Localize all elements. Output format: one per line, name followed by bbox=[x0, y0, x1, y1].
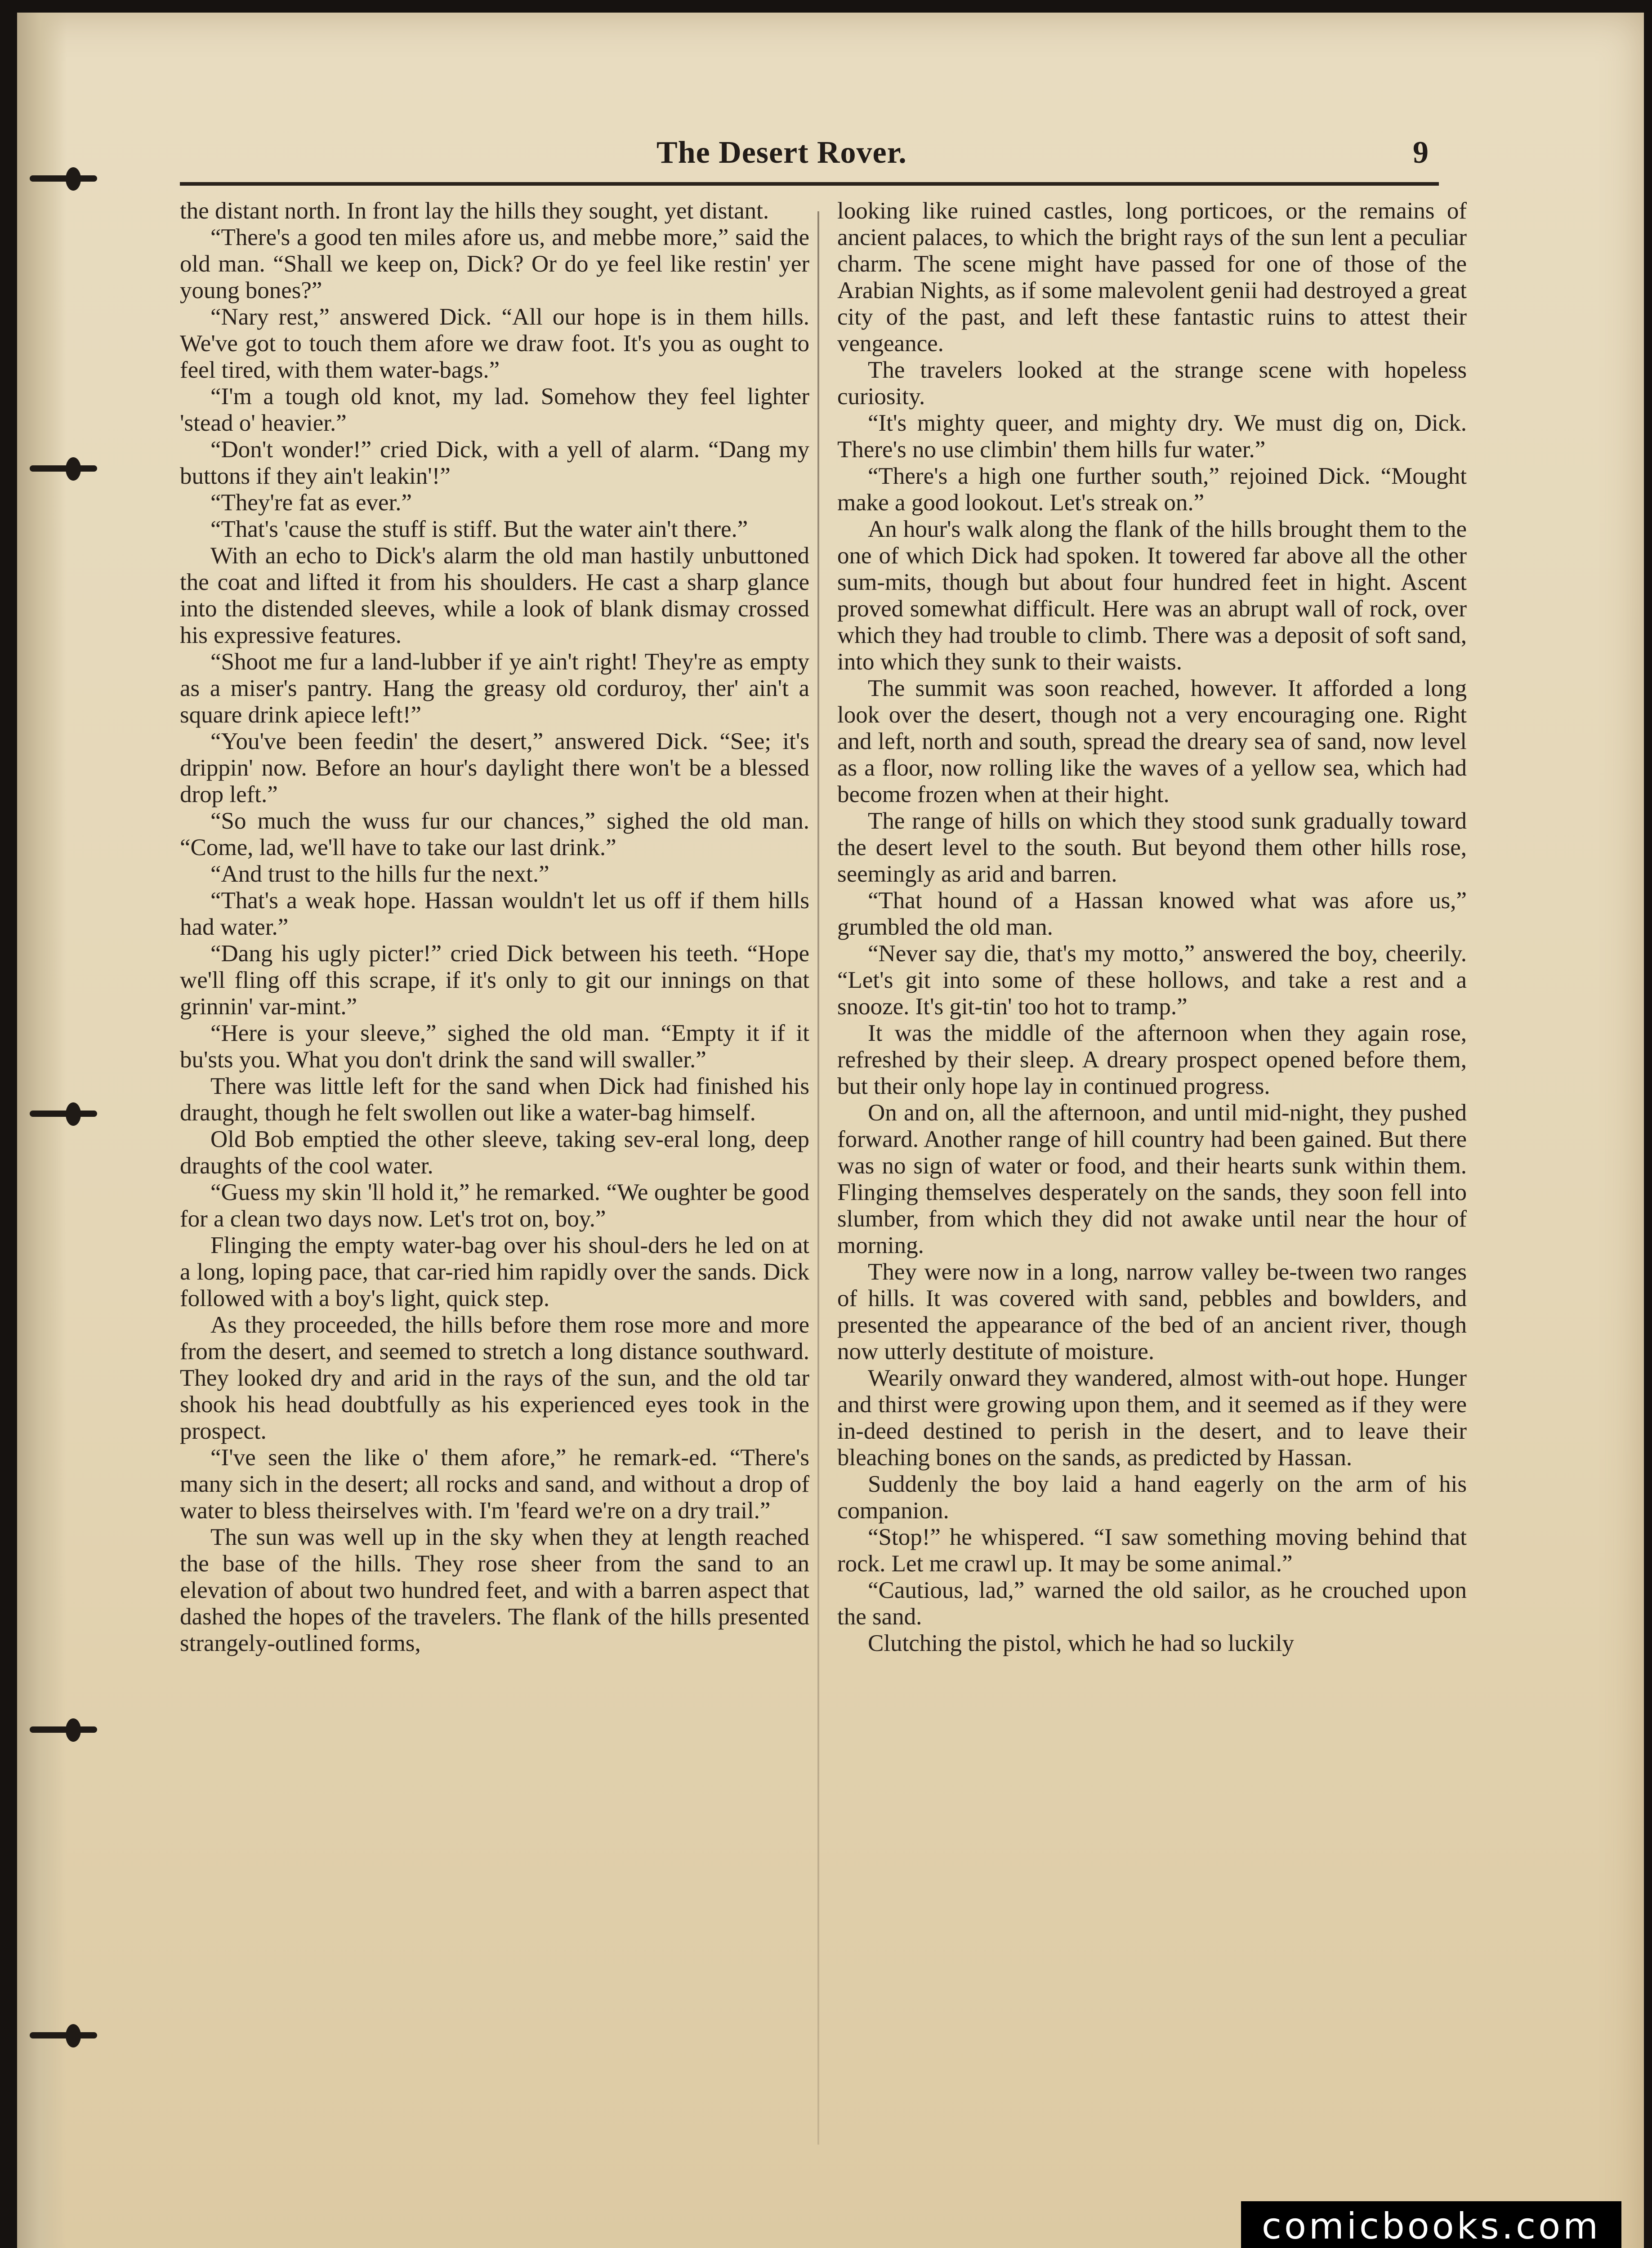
paragraph: “Shoot me fur a land-lubber if ye ain't right! They're as empty as a miser's pantry. Hang the greasy old corduroy, ther' ain't a square drink apiece left!” bbox=[180, 649, 809, 728]
paragraph: An hour's walk along the flank of the hills brought them to the one of which Dick had spoken. It towered far above all the other sum-mits, though but about four hundred feet in hight. Ascent proved somewhat difficult. Here was an abrupt wall of rock, over which they had trouble to climb. There was a deposit of soft sand, into which they sunk to their waists. bbox=[837, 516, 1467, 675]
paragraph: “There's a good ten miles afore us, and mebbe more,” said the old man. “Shall we keep on, Dick? Or do ye feel like restin' yer young bones?” bbox=[180, 224, 809, 303]
paragraph: “I've seen the like o' them afore,” he remark-ed. “There's many sich in the desert; all rocks and sand, and without a drop of water to bless theirselves with. I'm 'feard we're on a dry trail.” bbox=[180, 1445, 809, 1524]
paragraph: The sun was well up in the sky when they at length reached the base of the hills. They rose sheer from the sand to an elevation of about two hundred feet, and with a barren aspect that dashed the hopes of the travelers. The flank of the hills presented strangely-outlined forms, bbox=[180, 1524, 809, 1656]
paragraph: “Never say die, that's my motto,” answered the boy, cheerily. “Let's git into some of these hollows, and take a rest and a snooze. It's git-tin' too hot to tramp.” bbox=[837, 941, 1467, 1020]
paragraph: As they proceeded, the hills before them rose more and more from the desert, and seemed to stretch a long distance southward. They looked dry and arid in the rays of the sun, and the old tar shook his head doubtfully as his experienced eyes took in the prospect. bbox=[180, 1312, 809, 1444]
paragraph: “So much the wuss fur our chances,” sighed the old man. “Come, lad, we'll have to take our last drink.” bbox=[180, 808, 809, 861]
header-rule bbox=[180, 182, 1439, 186]
paragraph: Flinging the empty water-bag over his shoul-ders he led on at a long, loping pace, that car-ried him rapidly over the sands. Dick followed with a boy's light, quick step. bbox=[180, 1232, 809, 1311]
paragraph: There was little left for the sand when Dick had finished his draught, though he felt swollen out like a water-bag himself. bbox=[180, 1073, 809, 1126]
page-number: 9 bbox=[1413, 135, 1429, 170]
paragraph: Suddenly the boy laid a hand eagerly on the arm of his companion. bbox=[837, 1471, 1467, 1524]
right-column bbox=[837, 198, 1467, 2158]
binding-stitch bbox=[30, 1101, 97, 1128]
paragraph: “That hound of a Hassan knowed what was afore us,” grumbled the old man. bbox=[837, 888, 1467, 940]
column-gutter bbox=[817, 211, 819, 2145]
paragraph: “Here is your sleeve,” sighed the old man. “Empty it if it bu'sts you. What you don't drink the sand will swaller.” bbox=[180, 1020, 809, 1073]
paragraph: On and on, all the afternoon, and until mid-night, they pushed forward. Another range of hill country had been gained. But there was no sign of water or food, and their hearts sunk within them. Flinging themselves desperately on the sands, they soon fell into slumber, from which they did not awake until near the hour of morning. bbox=[837, 1100, 1467, 1258]
paragraph: The range of hills on which they stood sunk gradually toward the desert level to the south. But beyond them other hills rose, seemingly as arid and barren. bbox=[837, 808, 1467, 887]
paragraph: It was the middle of the afternoon when they again rose, refreshed by their sleep. A dreary prospect opened before them, but their only hope lay in continued progress. bbox=[837, 1020, 1467, 1099]
binding-stitch bbox=[30, 165, 97, 192]
running-header bbox=[180, 135, 1439, 189]
left-column bbox=[180, 198, 809, 2158]
paragraph: “You've been feedin' the desert,” answered Dick. “See; it's drippin' now. Before an hour's daylight there won't be a blessed drop left.” bbox=[180, 728, 809, 807]
paragraph: “That's 'cause the stuff is stiff. But the water ain't there.” bbox=[210, 516, 748, 542]
paragraph: “Dang his ugly picter!” cried Dick between his teeth. “Hope we'll fling off this scrape, if it's only to git our innings on that grinnin' var-mint.” bbox=[180, 941, 809, 1020]
paragraph: Clutching the pistol, which he had so luckily bbox=[868, 1630, 1294, 1656]
paragraph: “It's mighty queer, and mighty dry. We must dig on, Dick. There's no use climbin' them hills fur water.” bbox=[837, 410, 1467, 463]
source-watermark: comicbooks.com bbox=[1241, 2201, 1621, 2248]
paragraph: “That's a weak hope. Hassan wouldn't let us off if them hills had water.” bbox=[180, 888, 809, 940]
paragraph: “Stop!” he whispered. “I saw something moving behind that rock. Let me crawl up. It may be some animal.” bbox=[837, 1524, 1467, 1577]
paragraph: the distant north. In front lay the hills they sought, yet distant. bbox=[180, 198, 769, 224]
paragraph: “Nary rest,” answered Dick. “All our hope is in them hills. We've got to touch them afore we draw foot. It's you as ought to feel tired, with them water-bags.” bbox=[180, 304, 809, 383]
paragraph: Old Bob emptied the other sleeve, taking sev-eral long, deep draughts of the cool water. bbox=[180, 1126, 809, 1179]
paragraph: “I'm a tough old knot, my lad. Somehow they feel lighter 'stead o' heavier.” bbox=[180, 384, 809, 436]
binding-stitch bbox=[30, 455, 97, 482]
paragraph: “And trust to the hills fur the next.” bbox=[210, 861, 549, 887]
paragraph: With an echo to Dick's alarm the old man hastily unbuttoned the coat and lifted it from his shoulders. He cast a sharp glance into the distended sleeves, while a look of blank dismay crossed his expressive features. bbox=[180, 543, 809, 648]
binding-stitch bbox=[30, 2022, 97, 2049]
paragraph: The summit was soon reached, however. It afforded a long look over the desert, though not a very encouraging one. Right and left, north and south, spread the dreary sea of sand, now level as a floor, now rolling like the waves of a yellow sea, which had become frozen when at their hight. bbox=[837, 675, 1467, 807]
paragraph: “Guess my skin 'll hold it,” he remarked. “We oughter be good for a clean two days now. Let's trot on, boy.” bbox=[180, 1179, 809, 1232]
paragraph: “Don't wonder!” cried Dick, with a yell of alarm. “Dang my buttons if they ain't leakin'!” bbox=[180, 437, 809, 489]
paragraph: “There's a high one further south,” rejoined Dick. “Mought make a good lookout. Let's streak on.” bbox=[837, 463, 1467, 516]
paragraph: “They're fat as ever.” bbox=[210, 490, 412, 516]
page-spine bbox=[17, 13, 67, 2248]
paragraph: They were now in a long, narrow valley be-tween two ranges of hills. It was covered with sand, pebbles and bowlders, and presented the appearance of the bed of an ancient river, though now utterly destitute of moisture. bbox=[837, 1259, 1467, 1365]
paragraph: looking like ruined castles, long porticoes, or the remains of ancient palaces, to which the bright rays of the sun lent a peculiar charm. The scene might have passed for one of those of the Arabian Nights, as if some malevolent genii had destroyed a great city of the past, and left these fantastic ruins to attest their vengeance. bbox=[837, 198, 1467, 357]
binding-stitch bbox=[30, 1717, 97, 1744]
running-title: The Desert Rover. bbox=[656, 135, 907, 170]
paragraph: The travelers looked at the strange scene with hopeless curiosity. bbox=[837, 357, 1467, 410]
paragraph: “Cautious, lad,” warned the old sailor, as he crouched upon the sand. bbox=[837, 1577, 1467, 1630]
paragraph: Wearily onward they wandered, almost with-out hope. Hunger and thirst were growing upon them, and it seemed as if they were in-deed destined to perish in the desert, and to leave their bleaching bones on the sands, as predicted by Hassan. bbox=[837, 1365, 1467, 1471]
